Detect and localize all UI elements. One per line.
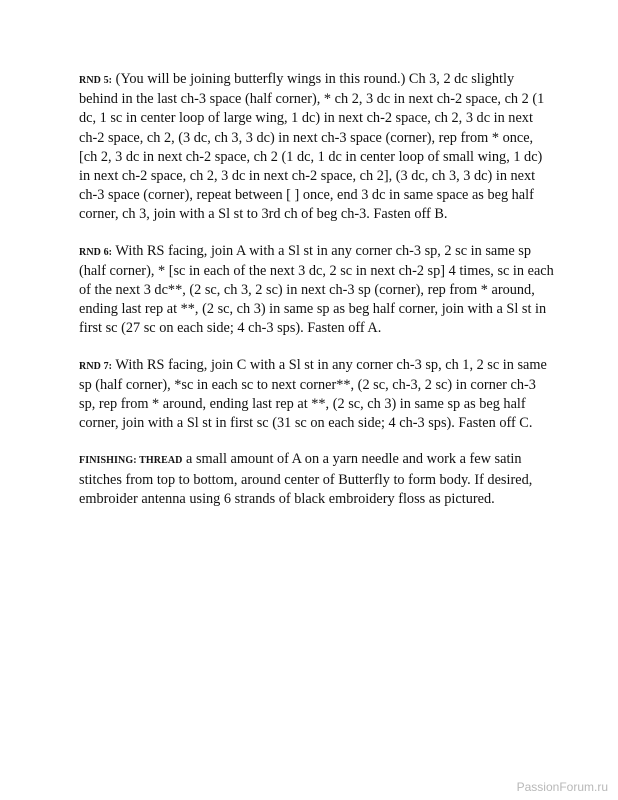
finishing-heading: FINISHING: THREAD	[79, 455, 183, 467]
finishing-paragraph	[79, 450, 554, 509]
round-6-text: With RS facing, join A with a Sl st in any corner ch-3 sp, 2 sc in same sp (half corner), * [sc in each of the next 3 dc, 2 sc in next ch-2 sp] 4 times, sc in each of the next 3 dc**, (2 sc, ch 3, 2 sc) in next ch-3 sp (corner), rep from * around, ending last rep at **, (2 sc, ch 3) in same sp as beg half corner, join with a Sl st in first sc (27 sc on each side; 4 ch-3 sps). Fasten off A.	[79, 242, 554, 337]
round-6-heading: RND 6:	[79, 246, 113, 258]
round-7-text: With RS facing, join C with a Sl st in any corner ch-3 sp, ch 1, 2 sc in same sp (half corner), *sc in each sc to next corner**, (2 sc, ch-3, 2 sc) in corner ch-3 sp, rep from * around, ending last rep at **, (2 sc, ch 3) in same sp as beg half corner, join with a Sl st in first sc (31 sc on each side; 4 ch-3 sps). Fasten off C.	[79, 356, 547, 432]
round-6-paragraph	[79, 242, 554, 339]
round-7-heading: RND 7:	[79, 360, 113, 372]
watermark-text: PassionForum.ru	[516, 780, 608, 794]
round-7-paragraph	[79, 356, 554, 434]
finishing-text: a small amount of A on a yarn needle and work a few satin stitches from top to bottom, around center of Butterfly to form body. If desired, embroider antenna using 6 strands of black embroidery floss as pictured.	[79, 451, 533, 507]
round-5-paragraph	[79, 70, 554, 225]
document-page	[79, 70, 554, 526]
round-5-text: (You will be joining butterfly wings in this round.) Ch 3, 2 dc slightly behind in the last ch-3 space (half corner), * ch 2, 3 dc in next ch-2 space, ch 2 (1 dc, 1 sc in center loop of large wing, 1 dc) in next ch-2 space, ch 2, 3 dc in next ch-2 space, ch 2, (3 dc, ch 3, 3 dc) in next ch-3 space (corner), rep from * once, [ch 2, 3 dc in next ch-2 space, ch 2 (1 dc, 1 dc in center loop of small wing, 1 dc) in next ch-2 space, ch 2, 3 dc in next ch-2 space, ch 2], (3 dc, ch 3, 3 dc) in next ch-3 space (corner), repeat between [ ] once, end 3 dc in same space as beg half corner, ch 3, join with a Sl st to 3rd ch of beg ch-3. Fasten off B.	[79, 71, 545, 223]
round-5-heading: RND 5:	[79, 75, 113, 86]
